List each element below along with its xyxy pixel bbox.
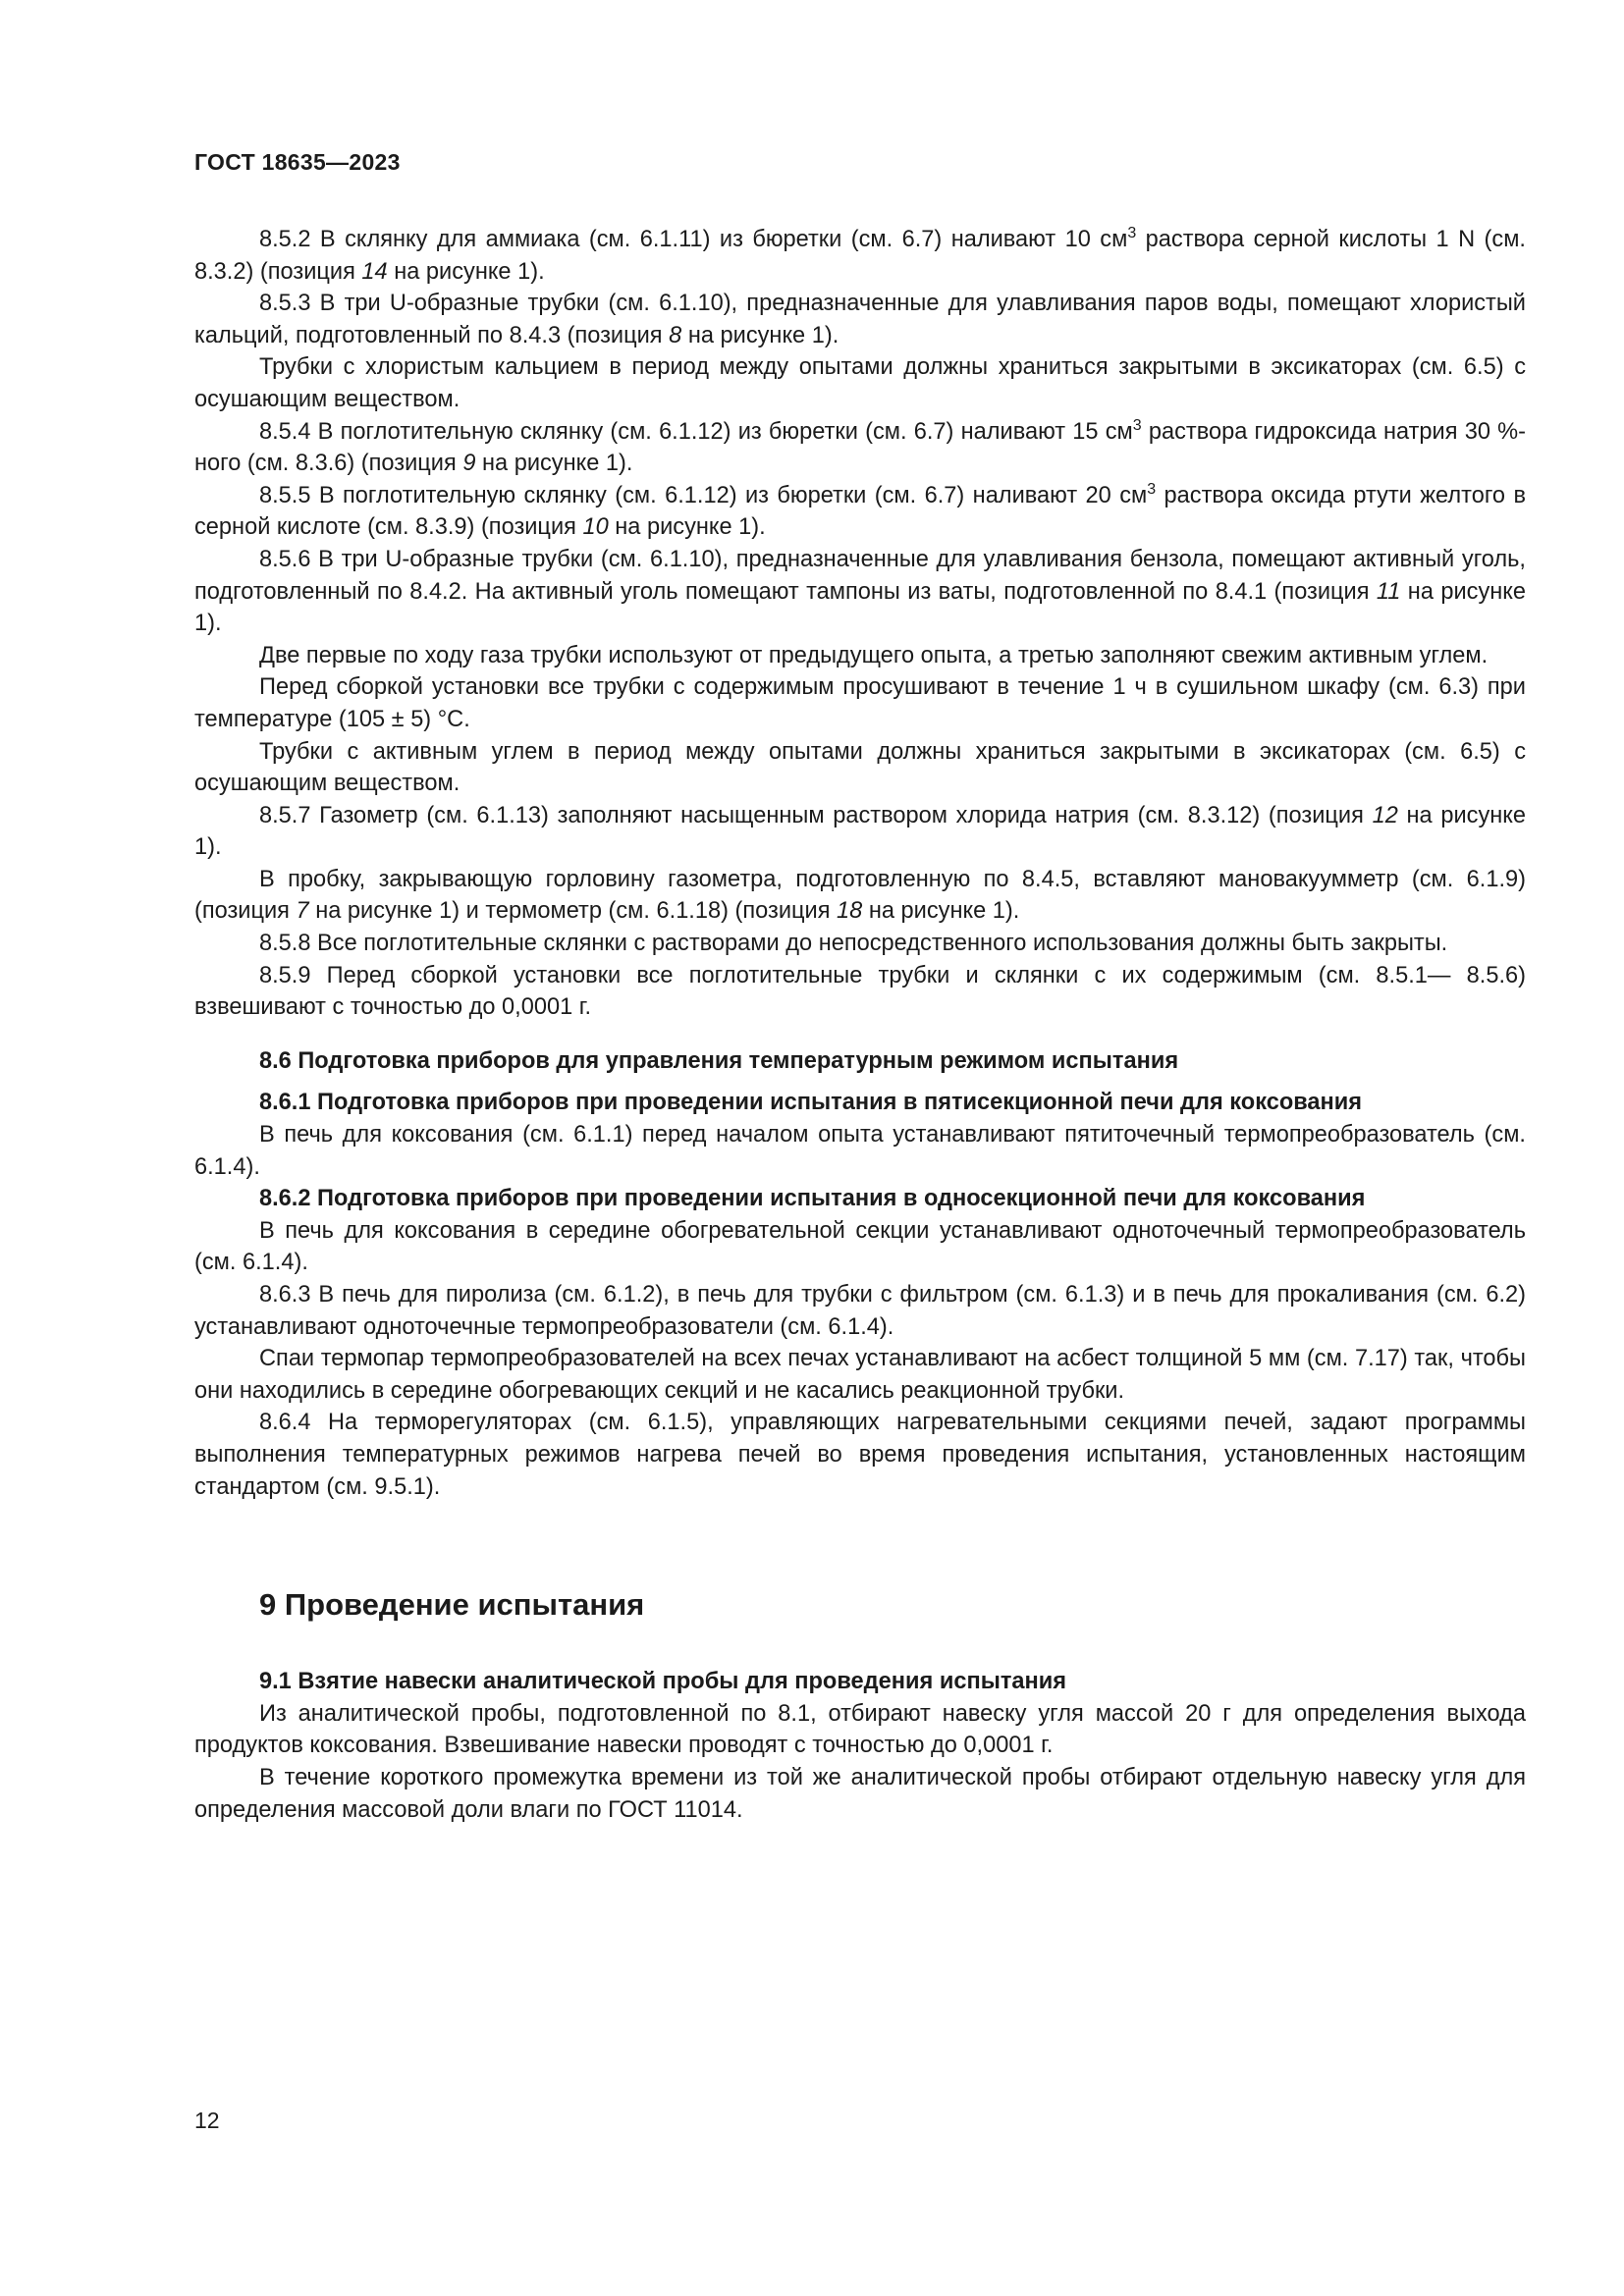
paragraph-8-5-3-note: Трубки с хлористым кальцием в период между опытами должны храниться закрытыми в эксикаторах (см. 6.5) с осушающим веществом. — [194, 354, 1526, 412]
heading-8-6: 8.6 Подготовка приборов для управления температурным режимом испытания — [259, 1047, 1179, 1074]
paragraph-8-6-3-note: Спаи термопар термопреобразователей на всех печах устанавливают на асбест толщиной 5 мм (см. 7.17) так, чтобы они находились в середине обогревающих секций и не касались реакционной трубки. — [194, 1346, 1526, 1404]
heading-8-6-2: 8.6.2 Подготовка приборов при проведении испытания в односекционной печи для коксования — [259, 1186, 1366, 1212]
paragraph-9-1: Из аналитической пробы, подготовленной по 8.1, отбирают навеску угля массой 20 г для определения выхода продуктов коксования. Взвешивание навески проводят с точностью до 0,0001 г. — [194, 1700, 1526, 1759]
paragraph-8-5-3: 8.5.3 В три U-образные трубки (см. 6.1.10), предназначенные для улавливания паров воды, помещают хлористый кальций, подготовленный по 8.4.3 (позиция 8 на рисунке 1). — [194, 291, 1526, 348]
heading-8-6-1: 8.6.1 Подготовка приборов при проведении испытания в пятисекционной печи для коксования — [259, 1090, 1363, 1116]
paragraph-8-5-6-note-2: Перед сборкой установки все трубки с содержимым просушивают в течение 1 ч в сушильном шкафу (см. 6.3) при температуре (105 ± 5) °С. — [194, 674, 1526, 732]
paragraph-8-6-3: 8.6.3 В печь для пиролиза (см. 6.1.2), в печь для трубки с фильтром (см. 6.1.3) и в печь для прокаливания (см. 6.2) устанавливают одноточечные термопреобразователи (см. 6.1.4). — [194, 1282, 1526, 1340]
paragraph-9-1-note: В течение короткого промежутка времени из той же аналитической пробы отбирают отдельную навеску угля для определения массовой доли влаги по ГОСТ 11014. — [194, 1764, 1526, 1823]
document-header: ГОСТ 18635—2023 — [194, 149, 401, 175]
paragraph-8-6-4: 8.6.4 На терморегуляторах (см. 6.1.5), управляющих нагревательными секциями печей, задают программы выполнения температурных режимов нагрева печей во время проведения испытания, установленных настоящим стандартом (см. 9.5.1). — [194, 1410, 1526, 1500]
page-number: 12 — [194, 2108, 220, 2133]
paragraph-8-5-2: 8.5.2 В склянку для аммиака (см. 6.1.11) из бюретки (см. 6.7) наливают 10 $см^3$ раствора серной кислоты 1 N (см. 8.3.2) (позиция 14 на рисунке 1). — [194, 225, 1526, 285]
paragraph-8-5-6-note-3: Трубки с активным углем в период между опытами должны храниться закрытыми в эксикаторах (см. 6.5) с осушающим веществом. — [194, 738, 1526, 797]
paragraph-8-5-7: 8.5.7 Газометр (см. 6.1.13) заполняют насыщенным раствором хлорида натрия (см. 8.3.12) (позиция 12 на рисунке 1). — [194, 802, 1526, 861]
section-heading-9: 9 Проведение испытания — [259, 1587, 645, 1623]
paragraph-8-5-6: 8.5.6 В три U-образные трубки (см. 6.1.10), предназначенные для улавливания бензола, помещают активный уголь, подготовленный по 8.4.2. На активный уголь помещают тампоны из ваты, подготовленной по 8.4.1 (позиция 11 на рисунке 1). — [194, 546, 1526, 637]
paragraph-8-5-7-note: В пробку, закрывающую горловину газометра, подготовленную по 8.4.5, вставляют мановакуумметр (см. 6.1.9) (позиция 7 на рисунке 1) и термометр (см. 6.1.18) (позиция 18 на рисунке 1). — [194, 866, 1526, 925]
paragraph-8-5-9: 8.5.9 Перед сборкой установки все поглотительные трубки и склянки с их содержимым (см. 8.5.1— 8.5.6) взвешивают с точностью до 0,0001 г. — [194, 962, 1526, 1021]
heading-9-1: 9.1 Взятие навески аналитической пробы для проведения испытания — [259, 1669, 1067, 1695]
paragraph-8-6-1: В печь для коксования (см. 6.1.1) перед началом опыта устанавливают пятиточечный термопреобразователь (см. 6.1.4). — [194, 1122, 1526, 1180]
document-body — [194, 224, 1526, 1826]
paragraph-8-5-5: 8.5.5 В поглотительную склянку (см. 6.1.12) из бюретки (см. 6.7) наливают 20 $см^3$ раствора оксида ртути желтого в серной кислоте (см. 8.3.9) (позиция 10 на рисунке 1). — [194, 480, 1526, 541]
paragraph-8-5-6-note-1: Две первые по ходу газа трубки используют от предыдущего опыта, а третью заполняют свежим активным углем. — [259, 642, 1489, 668]
paragraph-8-5-8: 8.5.8 Все поглотительные склянки с растворами до непосредственного использования должны быть закрыты. — [259, 931, 1448, 957]
paragraph-8-6-2: В печь для коксования в середине обогревательной секции устанавливают одноточечный термопреобразователь (см. 6.1.4). — [194, 1217, 1526, 1276]
paragraph-8-5-4: 8.5.4 В поглотительную склянку (см. 6.1.12) из бюретки (см. 6.7) наливают 15 $см^3$ раствора гидроксида натрия 30 %-ного (см. 8.3.6) (позиция 9 на рисунке 1). — [194, 416, 1526, 477]
